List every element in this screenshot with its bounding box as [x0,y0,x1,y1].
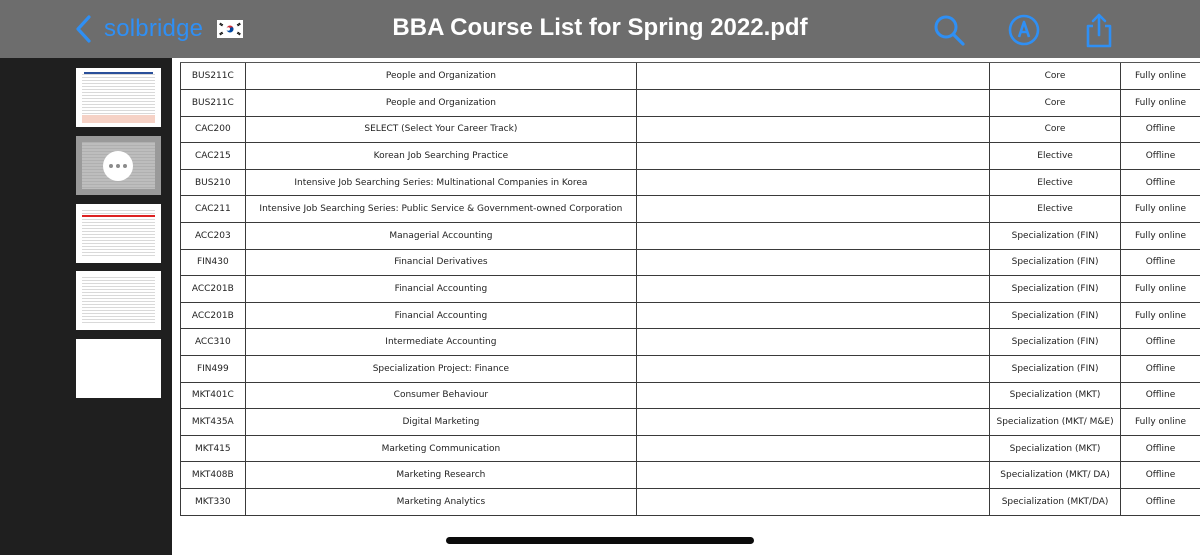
pdf-page[interactable] [172,58,1200,555]
empty-cell [637,276,990,303]
chevron-left-icon [74,14,94,44]
table-row [181,356,1200,383]
course-name-cell: People and Organization [245,63,637,90]
delivery-mode-cell: Offline [1120,489,1200,516]
course-code-cell: ACC201B [181,276,246,303]
course-type-cell: Specialization (FIN) [990,329,1121,356]
course-name-cell: Intensive Job Searching Series: Public Service & Government-owned Corporation [245,196,637,223]
share-button[interactable] [1082,12,1116,48]
table-row [181,382,1200,409]
course-type-cell: Elective [990,169,1121,196]
course-type-cell: Specialization (MKT) [990,435,1121,462]
thumbnail-highlight [82,115,155,123]
empty-cell [637,329,990,356]
delivery-mode-cell: Fully online [1120,276,1200,303]
back-button[interactable] [74,12,243,46]
empty-cell [637,409,990,436]
course-type-cell: Specialization (FIN) [990,302,1121,329]
course-name-cell: Financial Derivatives [245,249,637,276]
table-row [181,329,1200,356]
course-name-cell: Financial Accounting [245,276,637,303]
course-code-cell: BUS210 [181,169,246,196]
delivery-mode-cell: Fully online [1120,63,1200,90]
table-row [181,63,1200,90]
delivery-mode-cell: Offline [1120,329,1200,356]
search-icon [932,12,966,48]
course-code-cell: CAC200 [181,116,246,143]
course-code-cell: CAC211 [181,196,246,223]
course-type-cell: Specialization (FIN) [990,276,1121,303]
course-code-cell: BUS211C [181,63,246,90]
empty-cell [637,489,990,516]
table-row [181,116,1200,143]
table-row [181,90,1200,117]
course-code-cell: ACC201B [181,302,246,329]
thumbnail-content [82,74,155,121]
table-row [181,462,1200,489]
course-type-cell: Elective [990,196,1121,223]
course-type-cell: Core [990,90,1121,117]
nav-bar [0,0,1200,58]
thumbnail-sidebar [0,58,172,555]
empty-cell [637,249,990,276]
delivery-mode-cell: Offline [1120,116,1200,143]
page-thumbnail-2[interactable] [76,136,161,195]
share-icon [1082,12,1116,48]
course-name-cell: Korean Job Searching Practice [245,143,637,170]
delivery-mode-cell: Offline [1120,249,1200,276]
course-name-cell: Digital Marketing [245,409,637,436]
course-code-cell: CAC215 [181,143,246,170]
table-row [181,435,1200,462]
thumbnail-content [82,277,155,324]
markup-pen-icon [1007,12,1041,48]
course-type-cell: Specialization (FIN) [990,249,1121,276]
table-row [181,223,1200,250]
empty-cell [637,302,990,329]
thumbnail-header-line [84,72,153,74]
delivery-mode-cell: Offline [1120,356,1200,383]
page-thumbnail-5[interactable] [76,339,161,398]
course-name-cell: Intermediate Accounting [245,329,637,356]
delivery-mode-cell: Fully online [1120,409,1200,436]
thumbnail-red-line [82,215,155,217]
delivery-mode-cell: Offline [1120,435,1200,462]
delivery-mode-cell: Offline [1120,143,1200,170]
empty-cell [637,196,990,223]
empty-cell [637,223,990,250]
empty-cell [637,462,990,489]
page-thumbnail-3[interactable] [76,204,161,263]
document-title: BBA Course List for Spring 2022.pdf [392,14,808,41]
table-row [181,143,1200,170]
search-button[interactable] [932,12,966,48]
table-row [181,196,1200,223]
course-name-cell: Marketing Communication [245,435,637,462]
delivery-mode-cell: Offline [1120,382,1200,409]
course-code-cell: FIN430 [181,249,246,276]
more-options-icon[interactable] [103,151,133,181]
course-type-cell: Core [990,63,1121,90]
delivery-mode-cell: Fully online [1120,196,1200,223]
thumbnail-content [82,210,155,257]
back-button-label: solbridge [104,15,204,42]
course-code-cell: MKT435A [181,409,246,436]
page-thumbnail-1[interactable] [76,68,161,127]
empty-cell [637,435,990,462]
delivery-mode-cell: Fully online [1120,302,1200,329]
course-name-cell: Managerial Accounting [245,223,637,250]
course-name-cell: Intensive Job Searching Series: Multinational Companies in Korea [245,169,637,196]
home-indicator[interactable] [446,537,754,544]
page-thumbnail-4[interactable] [76,271,161,330]
delivery-mode-cell: Offline [1120,169,1200,196]
course-type-cell: Core [990,116,1121,143]
course-code-cell: MKT415 [181,435,246,462]
course-name-cell: Marketing Research [245,462,637,489]
course-name-cell: Financial Accounting [245,302,637,329]
table-row [181,489,1200,516]
course-code-cell: ACC310 [181,329,246,356]
course-type-cell: Specialization (FIN) [990,356,1121,383]
table-row [181,169,1200,196]
south-korea-flag-icon [217,20,243,38]
course-type-cell: Specialization (MKT/DA) [990,489,1121,516]
course-name-cell: People and Organization [245,90,637,117]
course-name-cell: Marketing Analytics [245,489,637,516]
course-name-cell: Specialization Project: Finance [245,356,637,383]
course-type-cell: Specialization (FIN) [990,223,1121,250]
empty-cell [637,63,990,90]
course-type-cell: Specialization (MKT/ DA) [990,462,1121,489]
course-code-cell: FIN499 [181,356,246,383]
delivery-mode-cell: Fully online [1120,90,1200,117]
empty-cell [637,382,990,409]
table-row [181,302,1200,329]
table-row [181,276,1200,303]
empty-cell [637,116,990,143]
table-row [181,409,1200,436]
empty-cell [637,356,990,383]
delivery-mode-cell: Offline [1120,462,1200,489]
course-name-cell: SELECT (Select Your Career Track) [245,116,637,143]
delivery-mode-cell: Fully online [1120,223,1200,250]
course-type-cell: Specialization (MKT/ M&E) [990,409,1121,436]
table-row [181,249,1200,276]
empty-cell [637,90,990,117]
course-type-cell: Specialization (MKT) [990,382,1121,409]
course-code-cell: BUS211C [181,90,246,117]
empty-cell [637,143,990,170]
course-code-cell: MKT408B [181,462,246,489]
course-code-cell: ACC203 [181,223,246,250]
course-table [180,63,1200,516]
course-code-cell: MKT401C [181,382,246,409]
markup-button[interactable] [1007,12,1041,48]
course-code-cell: MKT330 [181,489,246,516]
course-type-cell: Elective [990,143,1121,170]
empty-cell [637,169,990,196]
course-name-cell: Consumer Behaviour [245,382,637,409]
